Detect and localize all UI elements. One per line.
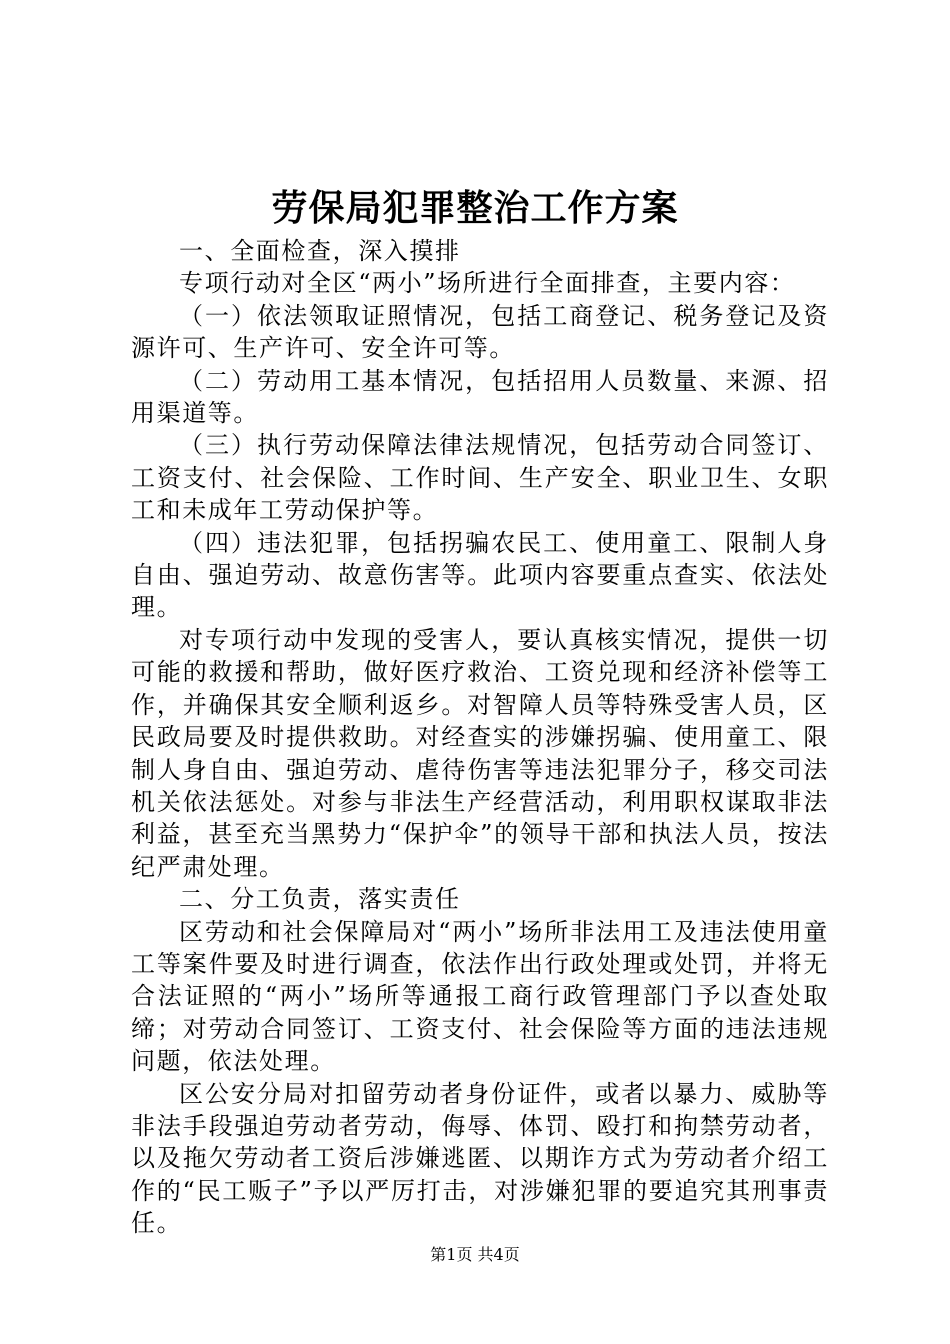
paragraph: 专项行动对全区“两小”场所进行全面排查，主要内容： (179, 269, 796, 298)
page-number: 第1页 共4页 (430, 1245, 520, 1264)
document-body (131, 235, 829, 1240)
paragraph: 区公安分局对扣留劳动者身份证件，或者以暴力、威胁等非法手段强迫劳动者劳动，侮辱、体罚、殴打和拘禁劳动者，以及拖欠劳动者工资后涉嫌逃匿、以期诈方式为劳动者介绍工作的“民工贩子”予以严厉打击，对涉嫌犯罪的要追究其刑事责任。 (131, 1079, 829, 1238)
paragraph: （一）依法领取证照情况，包括工商登记、税务登记及资源许可、生产许可、安全许可等。 (131, 301, 829, 363)
document-title: 劳保局犯罪整治工作方案 (271, 188, 679, 229)
paragraph: 区劳动和社会保障局对“两小”场所非法用工及违法使用童工等案件要及时进行调查，依法作出行政处理或处罚，并将无合法证照的“两小”场所等通报工商行政管理部门予以查处取缔；对劳动合同签订、工资支付、社会保险等方面的违法违规问题，依法处理。 (131, 917, 829, 1076)
paragraph: （二）劳动用工基本情况，包括招用人员数量、来源、招用渠道等。 (131, 366, 829, 428)
section-heading-2: 二、分工负责，落实责任 (179, 885, 461, 914)
paragraph: （三）执行劳动保障法律法规情况，包括劳动合同签订、工资支付、社会保险、工作时间、生产安全、职业卫生、女职工和未成年工劳动保护等。 (131, 431, 829, 525)
paragraph: 对专项行动中发现的受害人，要认真核实情况，提供一切可能的救援和帮助，做好医疗救治、工资兑现和经济补偿等工作，并确保其安全顺利返乡。对智障人员等特殊受害人员，区民政局要及时提供救助。对经查实的涉嫌拐骗、使用童工、限制人身自由、强迫劳动、虐待伤害等违法犯罪分子，移交司法机关依法惩处。对参与非法生产经营活动，利用职权谋取非法利益，甚至充当黑势力“保护伞”的领导干部和执法人员，按法纪严肃处理。 (131, 625, 829, 881)
section-heading-1: 一、全面检查，深入摸排 (179, 237, 461, 265)
paragraph: （四）违法犯罪，包括拐骗农民工、使用童工、限制人身自由、强迫劳动、故意伤害等。此项内容要重点查实、依法处理。 (131, 528, 829, 622)
